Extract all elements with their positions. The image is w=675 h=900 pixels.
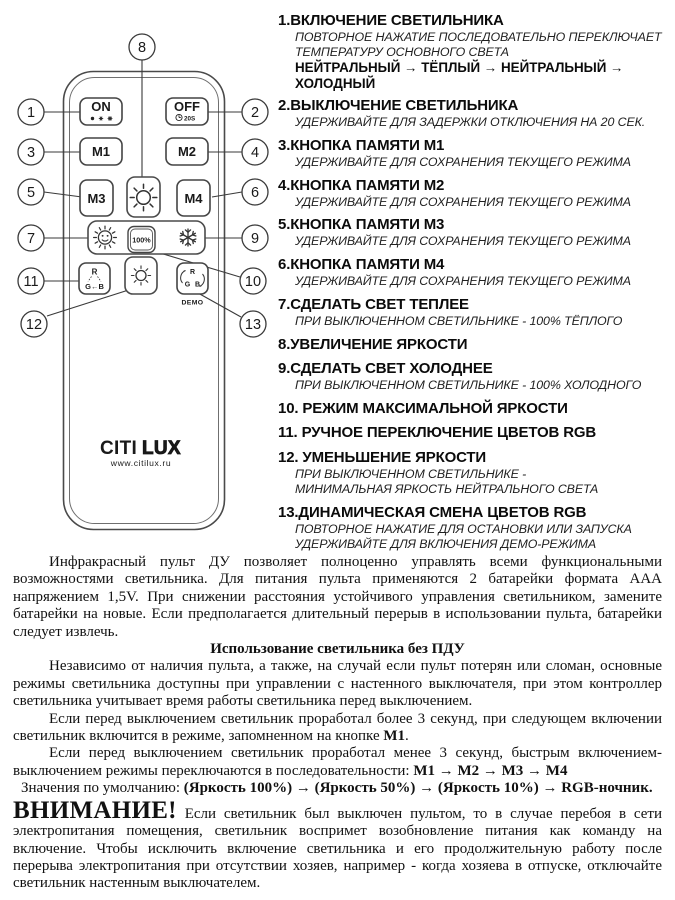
- brightness-up-button: [127, 177, 160, 217]
- instruction-number: 5.: [278, 216, 291, 234]
- rgb-manual-gb-label: G←B: [85, 282, 104, 291]
- instruction-title: [278, 176, 670, 195]
- instruction-title: [278, 11, 670, 30]
- instruction-description-line: НЕЙТРАЛЬНЫЙ → ТЁПЛЫЙ → НЕЙТРАЛЬНЫЙ → ХОЛОДНЫЙ: [295, 60, 624, 91]
- off-label: OFF: [174, 99, 200, 114]
- instruction-descriptions: [295, 274, 670, 289]
- text-segment: Если перед выключением светильник проработал более 3 секунд, при следующем включении светильник включится в режиме, запомненном на кнопке: [13, 710, 662, 745]
- m4-button: [177, 180, 210, 216]
- instruction-number: 4.: [278, 176, 291, 194]
- svg-text:6: 6: [250, 185, 260, 201]
- m2-label: M2: [177, 144, 197, 159]
- paragraph: [13, 798, 662, 893]
- m2-button: [166, 138, 208, 165]
- demo-label: DEMO: [181, 299, 204, 307]
- instruction-heading: КНОПКА ПАМЯТИ М4: [290, 256, 445, 274]
- instruction-description-line: ПОВТОРНОЕ НАЖАТИЕ ПОСЛЕДОВАТЕЛЬНО ПЕРЕКЛЮЧАЕТ: [295, 30, 662, 44]
- instruction-title: [278, 423, 670, 442]
- rgb-demo-r-label: R: [189, 269, 196, 276]
- svg-text:1: 1: [26, 105, 36, 121]
- instruction-description-line: ПРИ ВЫКЛЮЧЕННОМ СВЕТИЛЬНИКЕ -: [295, 466, 527, 481]
- instruction-item: [278, 399, 670, 418]
- paragraph: [13, 658, 662, 710]
- instruction-item: [278, 335, 670, 354]
- instruction-heading: РУЧНОЕ ПЕРЕКЛЮЧЕНИЕ ЦВЕТОВ RGB: [301, 424, 597, 442]
- paragraph: [13, 745, 662, 780]
- color-temp-bar: [88, 221, 205, 254]
- callout-7: [18, 225, 44, 251]
- instruction-number: 7.: [278, 295, 291, 313]
- svg-text:11: 11: [23, 274, 39, 290]
- instruction-title: [278, 215, 670, 234]
- callout-13: [240, 311, 266, 337]
- paragraph-segments: [13, 745, 662, 778]
- off-20s-label: 20S: [184, 115, 196, 123]
- instruction-number: 10.: [278, 399, 303, 417]
- off-button: [166, 98, 208, 125]
- text-segment: Использование светильника без ПДУ: [210, 641, 465, 658]
- instruction-description-line: ТЕМПЕРАТУРУ ОСНОВНОГО СВЕТА: [295, 45, 509, 60]
- brightness-down-button: [125, 257, 157, 294]
- instruction-heading: СДЕЛАТЬ СВЕТ ТЕПЛЕЕ: [290, 295, 469, 313]
- instruction-item: [278, 423, 670, 442]
- instruction-item: [278, 503, 670, 552]
- instruction-description-line: УДЕРЖИВАЙТЕ ДЛЯ СОХРАНЕНИЯ ТЕКУЩЕГО РЕЖИМА: [295, 155, 631, 170]
- instruction-number: 11.: [278, 424, 302, 442]
- instruction-descriptions: [295, 522, 670, 552]
- text-segment: (Яркость 100%) → (Яркость 50%) → (Яркость 10%) → RGB-ночник.: [183, 780, 653, 797]
- paragraph-segments: [210, 641, 465, 657]
- instruction-item: [278, 359, 670, 393]
- instruction-description-line: УДЕРЖИВАЙТЕ ДЛЯ ВКЛЮЧЕНИЯ ДЕМО-РЕЖИМА: [295, 536, 597, 551]
- instruction-description-line: УДЕРЖИВАЙТЕ ДЛЯ СОХРАНЕНИЯ ТЕКУЩЕГО РЕЖИМА: [295, 274, 631, 289]
- max-brightness-button: [128, 227, 155, 253]
- on-button: [80, 98, 122, 125]
- paragraph: [13, 641, 662, 658]
- paragraph: [13, 554, 662, 641]
- svg-text:3: 3: [26, 145, 36, 161]
- text-segment: ВНИМАНИЕ!: [13, 796, 177, 824]
- paragraph-segments: [13, 658, 662, 709]
- callout-11: [18, 268, 44, 294]
- instruction-heading: УМЕНЬШЕНИЕ ЯРКОСТИ: [302, 448, 487, 466]
- callout-12: [21, 311, 47, 337]
- instruction-title: [278, 448, 670, 467]
- callout-9: [242, 225, 268, 251]
- instruction-item: [278, 176, 670, 210]
- instruction-item: [278, 255, 670, 289]
- instruction-title: [278, 295, 670, 314]
- instruction-title: [278, 255, 670, 274]
- instruction-number: 9.: [278, 360, 291, 378]
- instruction-title: [278, 503, 670, 522]
- instruction-heading: ВКЛЮЧЕНИЕ СВЕТИЛЬНИКА: [290, 12, 504, 29]
- instruction-description-line: ПРИ ВЫКЛЮЧЕННОМ СВЕТИЛЬНИКЕ - 100% ТЁПЛОГО: [295, 313, 623, 328]
- instruction-number: 13.: [278, 503, 299, 521]
- m3-button: [80, 180, 113, 216]
- instruction-descriptions: [295, 30, 670, 91]
- svg-text:9: 9: [250, 231, 260, 247]
- instruction-descriptions: [295, 195, 670, 210]
- instruction-title: [278, 136, 670, 155]
- instruction-title: [278, 335, 670, 354]
- callout-2: [242, 99, 268, 125]
- text-segment: Независимо от наличия пульта, а также, на случай если пульт потерян или сломан, основные режимы светильника доступны при управлении с настенного выключателя, при этом контроллер светильника учитывает время работы светильника перед выключением.: [13, 658, 662, 710]
- instruction-description-line: УДЕРЖИВАЙТЕ ДЛЯ СОХРАНЕНИЯ ТЕКУЩЕГО РЕЖИМА: [295, 234, 631, 249]
- instruction-number: 3.: [278, 137, 291, 155]
- remote-diagram: [0, 0, 270, 560]
- rgb-manual-button: [79, 263, 110, 294]
- instruction-number: 2.: [278, 97, 291, 115]
- svg-text:13: 13: [244, 317, 262, 333]
- instruction-heading: КНОПКА ПАМЯТИ М3: [290, 216, 445, 234]
- logo-text-bold: CITI: [100, 438, 138, 459]
- paragraph-segments: [13, 796, 662, 892]
- m4-label: M4: [184, 191, 203, 206]
- instruction-description-line: УДЕРЖИВАЙТЕ ДЛЯ СОХРАНЕНИЯ ТЕКУЩЕГО РЕЖИМА: [295, 194, 631, 209]
- callout-8: [129, 34, 155, 60]
- on-label: ON: [91, 99, 111, 114]
- m1-button: [80, 138, 122, 165]
- instruction-number: 8.: [278, 335, 291, 353]
- instruction-heading: СДЕЛАТЬ СВЕТ ХОЛОДНЕЕ: [290, 360, 493, 378]
- callout-6: [242, 179, 268, 205]
- instruction-title: [278, 359, 670, 378]
- svg-text:10: 10: [244, 274, 262, 290]
- text-segment: Если перед выключением светильник проработал менее 3 секунд, быстрым включением-выключением режимы переключаются в последовательности:: [13, 745, 662, 779]
- instruction-descriptions: [295, 378, 670, 393]
- m3-label: M3: [87, 191, 106, 206]
- instruction-descriptions: [295, 314, 670, 329]
- svg-text:5: 5: [26, 185, 36, 201]
- max-brightness-label: 100%: [132, 235, 151, 245]
- callout-1: [18, 99, 44, 125]
- m1-label: M1: [91, 144, 111, 159]
- rgb-demo-b-label: B: [194, 281, 201, 289]
- instruction-item: [278, 11, 670, 91]
- instruction-description-line: УДЕРЖИВАЙТЕ ДЛЯ ЗАДЕРЖКИ ОТКЛЮЧЕНИЯ НА 20 СЕК.: [295, 115, 646, 130]
- callout-5: [18, 179, 44, 205]
- text-segment: М1: [383, 728, 406, 745]
- instruction-description-line: ПРИ ВЫКЛЮЧЕННОМ СВЕТИЛЬНИКЕ - 100% ХОЛОДНОГО: [295, 378, 642, 393]
- instruction-description-line: ПОВТОРНОЕ НАЖАТИЕ ДЛЯ ОСТАНОВКИ ИЛИ ЗАПУСКА: [295, 521, 632, 536]
- rgb-demo-button: [177, 263, 208, 307]
- instruction-item: [278, 136, 670, 170]
- callout-3: [18, 139, 44, 165]
- instruction-descriptions: [295, 155, 670, 170]
- instruction-descriptions: [295, 234, 670, 249]
- svg-text:12: 12: [25, 317, 43, 333]
- instruction-item: [278, 295, 670, 329]
- instruction-number: 1.: [278, 12, 291, 29]
- instruction-heading: ДИНАМИЧЕСКАЯ СМЕНА ЦВЕТОВ RGB: [298, 503, 587, 521]
- callout-4: [242, 139, 268, 165]
- paragraph-segments: [13, 711, 662, 744]
- instruction-number: 6.: [278, 256, 291, 274]
- paragraph-segments: [21, 780, 653, 796]
- paragraph: [13, 780, 662, 797]
- instruction-heading: ВЫКЛЮЧЕНИЕ СВЕТИЛЬНИКА: [290, 97, 519, 115]
- callout-10: [240, 268, 266, 294]
- text-segment: Инфракрасный пульт ДУ позволяет полноценно управлять всеми функциональными возможностями светильника. Для питания пульта применяются 2 батарейки формата ААА напряжением 1,5V. При снижении расстояния устойчивого управления светильником, замените батарейки на новые. Если предполагается длительный перерыв в использовании пульта, батарейки следует извлечь.: [13, 554, 662, 640]
- instruction-descriptions: [295, 115, 670, 130]
- instruction-descriptions: [295, 467, 670, 497]
- manual-text: [13, 554, 662, 893]
- svg-text:2: 2: [250, 105, 260, 121]
- instruction-description-line: МИНИМАЛЬНАЯ ЯРКОСТЬ НЕЙТРАЛЬНОГО СВЕТА: [295, 481, 599, 496]
- instruction-heading: РЕЖИМ МАКСИМАЛЬНОЙ ЯРКОСТИ: [302, 399, 568, 417]
- rgb-demo-g-label: G: [184, 281, 191, 289]
- svg-text:7: 7: [26, 231, 36, 247]
- instruction-item: [278, 448, 670, 497]
- svg-text:4: 4: [250, 145, 260, 161]
- instruction-number: 12.: [278, 448, 303, 466]
- instruction-title: [278, 399, 670, 418]
- instructions-list: [278, 11, 670, 558]
- instruction-heading: УВЕЛИЧЕНИЕ ЯРКОСТИ: [290, 335, 468, 353]
- paragraph-segments: [13, 554, 662, 640]
- paragraph: [13, 711, 662, 746]
- text-segment: Значения по умолчанию:: [21, 780, 184, 797]
- svg-text:8: 8: [137, 40, 147, 56]
- instruction-item: [278, 215, 670, 249]
- instruction-heading: КНОПКА ПАМЯТИ М1: [290, 137, 445, 155]
- text-segment: Если светильник был выключен пультом, то в случае перебоя в сети электропитания помещения, светильник воспримет возобновление питания как команду на включение. Чтобы исключить включение светильника и его продолжительную работу после перерыва электропитания при отсутствии хозяев, например - когда хозяева в отпуске, отключайте светильник настенным выключателем.: [13, 805, 662, 892]
- logo-text-outline: LUX: [142, 438, 181, 459]
- instruction-heading: КНОПКА ПАМЯТИ М2: [290, 176, 445, 194]
- text-segment: М1 → М2 → М3 → М4: [413, 762, 568, 779]
- text-segment: .: [405, 728, 409, 745]
- instruction-item: [278, 96, 670, 130]
- logo-site-url: www.citilux.ru: [110, 458, 172, 468]
- instruction-title: [278, 96, 670, 115]
- rgb-manual-r-label: R: [91, 267, 98, 277]
